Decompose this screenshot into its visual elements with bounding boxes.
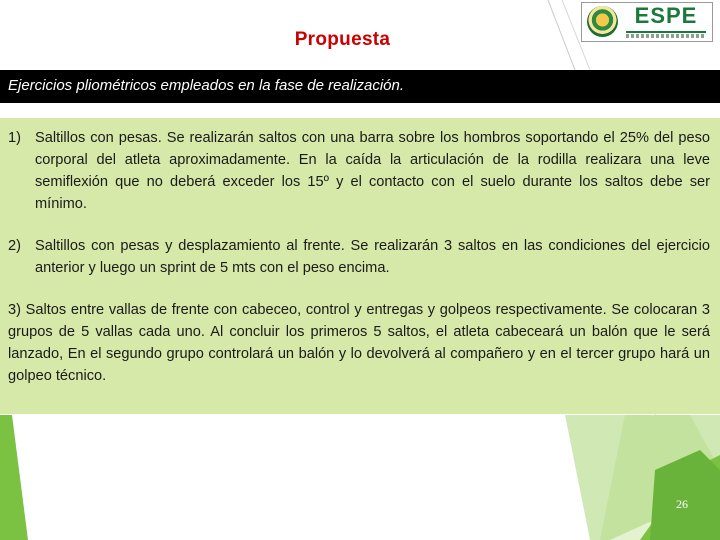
section-header: Ejercicios pliométricos empleados en la fase de realización.	[8, 77, 405, 94]
list-item-text: Saltillos con pesas. Se realizarán saltos con una barra sobre los hombros soportando el 25% del peso corporal del atleta aproximadamente. En la caída la articulación de la rodilla realizara una leve semiflexión que no deberá exceder los 15º y el contacto con el suelo durante los saltos debe ser mínimo.	[35, 130, 710, 212]
page-number: 26	[676, 497, 688, 511]
slide-title: Propuesta	[294, 29, 391, 50]
exercise-list	[0, 118, 720, 414]
list-item	[8, 127, 710, 215]
deco-facet-left	[0, 415, 28, 540]
logo-subtext-graphic	[626, 34, 706, 38]
espe-logo	[581, 2, 713, 42]
list-item	[8, 299, 710, 387]
list-item-number: 2)	[8, 238, 21, 254]
list-item-text: Saltillos con pesas y desplazamiento al frente. Se realizarán 3 saltos en las condiciones del ejercicio anterior y luego un sprint de 5 mts con el peso encima.	[35, 238, 710, 276]
list-item-number: 1)	[8, 130, 21, 146]
list-item	[8, 235, 710, 279]
section-header-bar	[0, 70, 720, 103]
university-seal-icon	[587, 6, 618, 37]
logo-rule	[626, 31, 706, 33]
deco-line	[548, 0, 575, 70]
list-item-text: 3) Saltos entre vallas de frente con cabeceo, control y entregas y golpeos respectivamente. Se colocaran 3 grupos de 5 vallas cada uno. Al concluir los primeros 5 saltos, el atleta cabeceará un balón que le será lanzado, En el segundo grupo controlará un balón y lo devolverá al compañero y en el tercer grupo hará un golpeo técnico.	[8, 302, 710, 384]
logo-wordmark: ESPE	[634, 3, 698, 28]
